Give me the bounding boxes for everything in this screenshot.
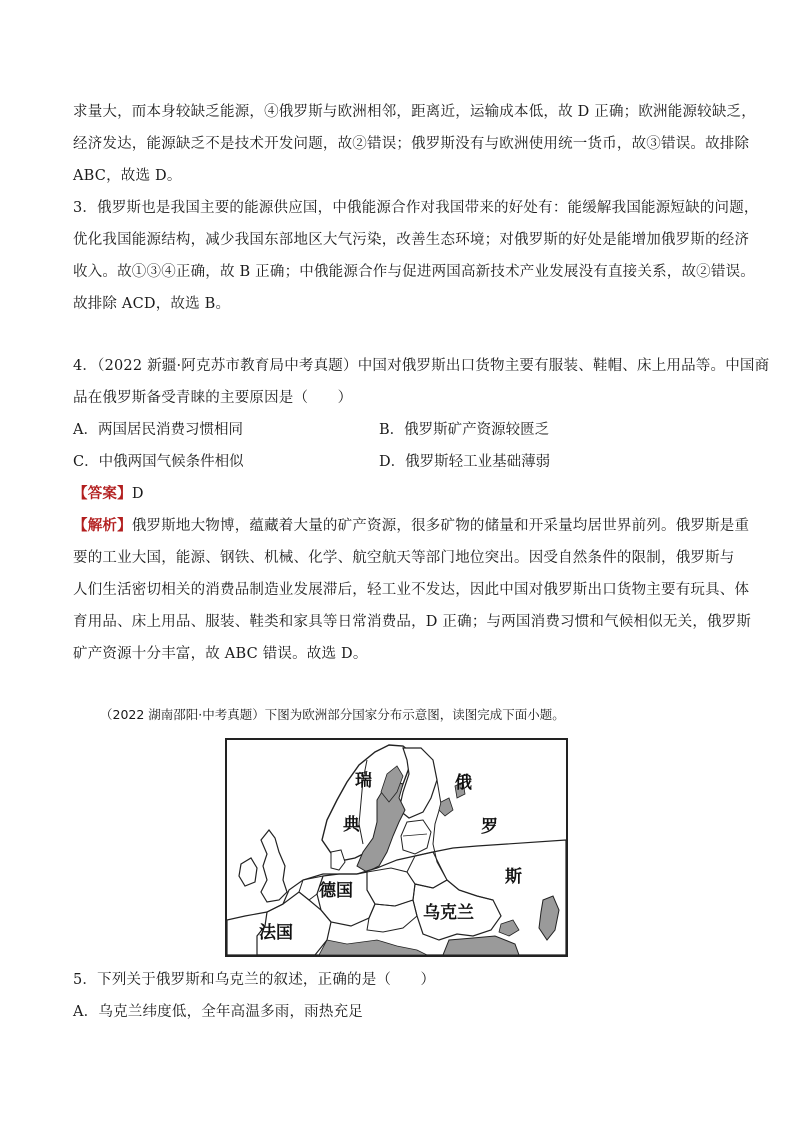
text-line: 优化我国能源结构，减少我国东部地区大气污染，改善生态环境；对俄罗斯的好处是能增加俄罗斯的经济 (73, 232, 750, 248)
europe-map-svg (227, 740, 566, 955)
analysis-text: 俄罗斯地大物博，蕴藏着大量的矿产资源，很多矿物的储量和开采量均居世界前列。俄罗斯是重 (131, 518, 750, 534)
map-label-russia: 斯 (505, 867, 522, 887)
text-line: 收入。故①③④正确，故 B 正确；中俄能源合作与促进两国高新技术产业发展没有直接关系，故②错误。 (73, 264, 755, 280)
map-label-russia: 罗 (481, 817, 498, 837)
answer-label: 【答案】 (73, 485, 132, 502)
option-c: C．中俄两国气候条件相似 (73, 454, 244, 470)
option-b: B．俄罗斯矿产资源较匮乏 (379, 422, 550, 438)
question-5 (73, 964, 723, 1028)
text-line: 4．（2022 新疆·阿克苏市教育局中考真题）中国对俄罗斯出口货物主要有服装、鞋帽、床上用品等。中国商 (73, 358, 770, 374)
map-label-ukraine: 乌克兰 (423, 903, 474, 923)
option-a: A．两国居民消费习惯相同 (73, 422, 243, 438)
question-4-stem (73, 350, 770, 414)
text-line: 品在俄罗斯备受青睐的主要原因是（ ） (73, 390, 353, 406)
item-3-explanation (73, 192, 759, 320)
text-line: 育用品、床上用品、服装、鞋类和家具等日常消费品，D 正确；与两国消费习惯和气候相似无关，俄罗斯 (73, 614, 752, 630)
analysis-label: 【解析】 (73, 517, 132, 534)
europe-map (225, 738, 568, 957)
answer-value: D (131, 486, 144, 502)
answer-line (73, 478, 723, 510)
map-intro: （2022 湖南邵阳·中考真题）下图为欧洲部分国家分布示意图，读图完成下面小题。 (100, 707, 565, 722)
map-label-france: 法国 (259, 923, 293, 943)
option-row (73, 414, 723, 446)
text-line: 求量大，而本身较缺乏能源，④俄罗斯与欧洲相邻，距离近，运输成本低，故 D 正确；欧洲能源较缺乏， (73, 104, 756, 120)
text-line: 经济发达，能源缺乏不是技术开发问题，故②错误；俄罗斯没有与欧洲使用统一货币，故③错误。故排除 (73, 136, 750, 152)
question-5-stem: 5．下列关于俄罗斯和乌克兰的叙述，正确的是（ ） (73, 972, 436, 988)
text-line: 故排除 ACD，故选 B。 (73, 296, 231, 312)
option-d: D．俄罗斯轻工业基础薄弱 (379, 454, 551, 470)
map-label-germany: 德国 (319, 881, 353, 901)
question-4-options (73, 414, 723, 478)
map-label-russia: 俄 (455, 773, 472, 793)
analysis-continued (73, 96, 756, 192)
text-line: ABC，故选 D。 (73, 168, 182, 184)
question-4-analysis (73, 510, 752, 670)
text-line: 矿产资源十分丰富，故 ABC 错误。故选 D。 (73, 646, 368, 662)
map-label-sweden: 典 (343, 815, 360, 835)
analysis-line (73, 510, 750, 542)
question-4-answer (73, 478, 723, 510)
text-line: 3．俄罗斯也是我国主要的能源供应国，中俄能源合作对我国带来的好处有：能缓解我国能源短缺的问题， (73, 200, 759, 216)
text-line: 人们生活密切相关的消费品制造业发展滞后，轻工业不发达，因此中国对俄罗斯出口货物主要有玩具、体 (73, 582, 750, 598)
option-a: A．乌克兰纬度低，全年高温多雨，雨热充足 (73, 1004, 363, 1020)
map-label-sweden: 瑞 (355, 771, 372, 791)
option-row (73, 446, 723, 478)
text-line: 要的工业大国，能源、钢铁、机械、化学、航空航天等部门地位突出。因受自然条件的限制，俄罗斯与 (73, 550, 735, 566)
